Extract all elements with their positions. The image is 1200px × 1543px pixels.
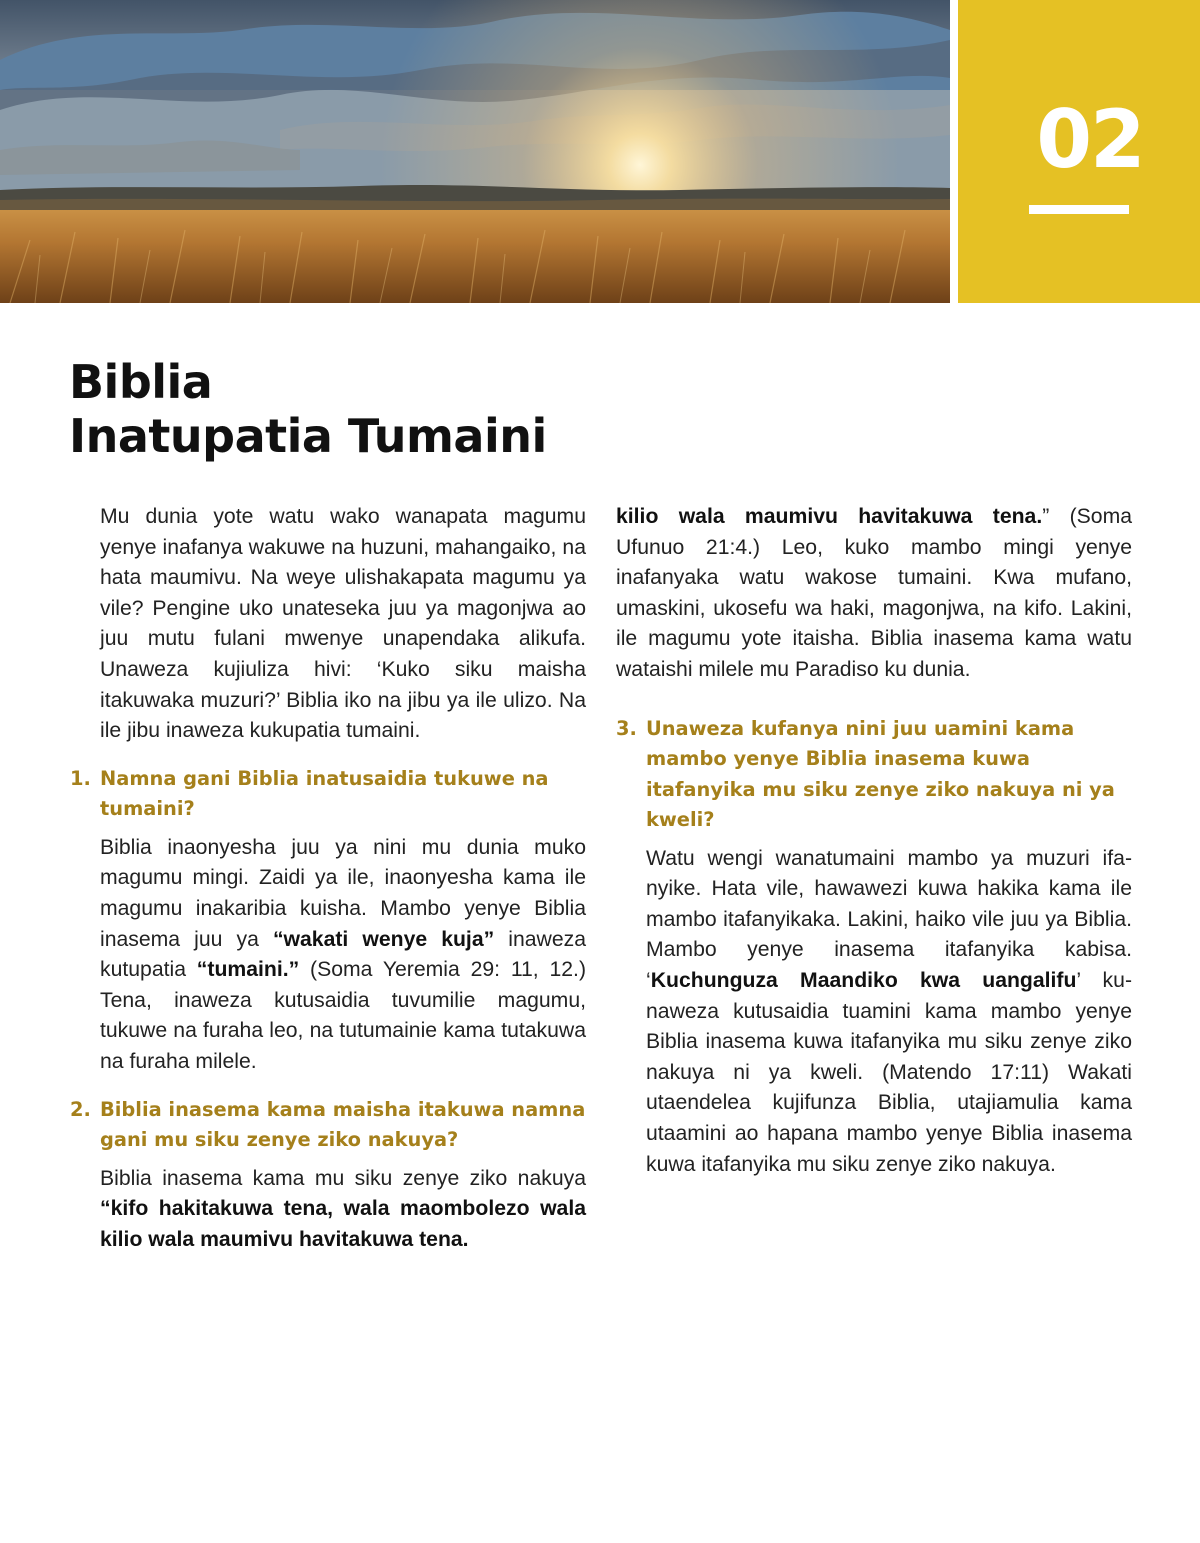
answer-text: ” (Soma Ufunuo 21:4.) Leo, kuko mambo mingi yenye inafanyaka watu wakose tumaini. Kwa mufano, umaskini, ukosefu wa haki, magonjwa, na kifo. Lakini, ile magumu yote itaisha. Biblia inasema kama watu wataishi milele mu Paradiso ku dunia. [616,505,1132,681]
answer-text: Watu wengi wanatumaini mambo ya muzuri ifanyike. Hata vile, hawawezi kuwa hakika kama ile mambo itafanyikaka. Lakini, haiko vile juu ya Biblia. Mambo yenye inasema itafanyika kabisa. ‘ [646,846,1132,992]
title-line-2: Inatupatia Tumaini [69,409,547,463]
question-number: 2. [70,1097,91,1121]
question-2 [70,1095,586,1156]
answer-text: inaweza kutupatia [100,927,587,982]
page-title [69,355,769,463]
answer-text: ’ kunaweza kutusaidia tuamini kama mambo yenye Biblia inasema kuwa itafanyika mu siku zenye ziko nakuya ni ya kweli. (Matendo 17:11) Wakati utaendelea kujifunza Biblia, utajiamulia kama utaamini ao hapana mambo yenye Biblia inasema kuwa itafanyika mu siku zenye ziko nakuya. [646,968,1133,1176]
question-3 [616,714,1132,836]
intro-paragraph: Mu dunia yote watu wako wanapata magumu yenye inafanya wakuwe na huzuni, mahangaiko, na hata maumivu. Na weye ulishakapata magumu ya vile? Pengine uko unateseka juu ya magonjwa ao juu mutu fulani mwenye unapendaka alikufa. Unaweza kujiuliza hivi: ‘Kuko siku maisha itakuwaka muzuri?’ Biblia iko na jibu ya ile ulizo. Na ile jibu inaweza kukupatia tumaini. [100,505,586,743]
answer-2-part-1 [70,1164,586,1251]
left-column [70,502,587,1251]
landscape-illustration [0,0,950,303]
chapter-number: 02 [1036,93,1144,186]
question-number: 1. [70,766,91,790]
wheat-field-sunset-image [0,0,950,303]
answer-1 [70,833,586,1078]
answer-emphasis-continued: kilio wala maumivu havitakuwa tena. [616,505,1043,528]
chapter-underline [1029,205,1129,214]
answer-3 [616,844,1132,1181]
answer-emphasis: “kifo hakitakuwa tena, wala maombolezo wala kilio wala maumivu havitakuwa tena. [100,1197,586,1251]
answer-emphasis: “tumaini.” [196,958,300,982]
question-1 [70,764,586,825]
answer-text: Biblia inaonyesha juu ya nini mu dunia muko magumu mingi. Zaidi ya ile, inaonyesha kama ile magumu inakaribia kuisha. Mambo yenye Biblia inasema juu ya [100,835,586,951]
answer-text: (Soma Yeremia 29: 11, 12.) Tena, inaweza kutusaidia tuvumilie magumu, tukuwe na furaha leo, na tutumainie kama tutakuwa na furaha milele. [100,958,586,1073]
question-text: Unaweza kufanya nini juu uamini kama mambo yenye Biblia inasema kuwa itafanyika mu siku zenye ziko nakuya ni ya kweli? [646,716,1115,832]
answer-2-part-2 [616,502,1132,686]
title-line-1: Biblia [69,355,213,409]
question-number: 3. [616,716,637,740]
header-banner [0,0,1200,303]
answer-text: Biblia inasema kama mu siku zenye ziko nakuya [100,1166,586,1190]
answer-emphasis: “wakati wenye kuja” [272,927,495,951]
answer-emphasis: Kuchunguza Maandiko kwa uangalifu [650,968,1077,992]
question-text: Biblia inasema kama maisha itakuwa namna gani mu siku zenye ziko nakuya? [100,1097,586,1151]
chapter-badge [958,0,1200,303]
right-column [616,502,1132,1180]
question-text: Namna gani Biblia inatusaidia tukuwe na tumaini? [100,766,549,821]
